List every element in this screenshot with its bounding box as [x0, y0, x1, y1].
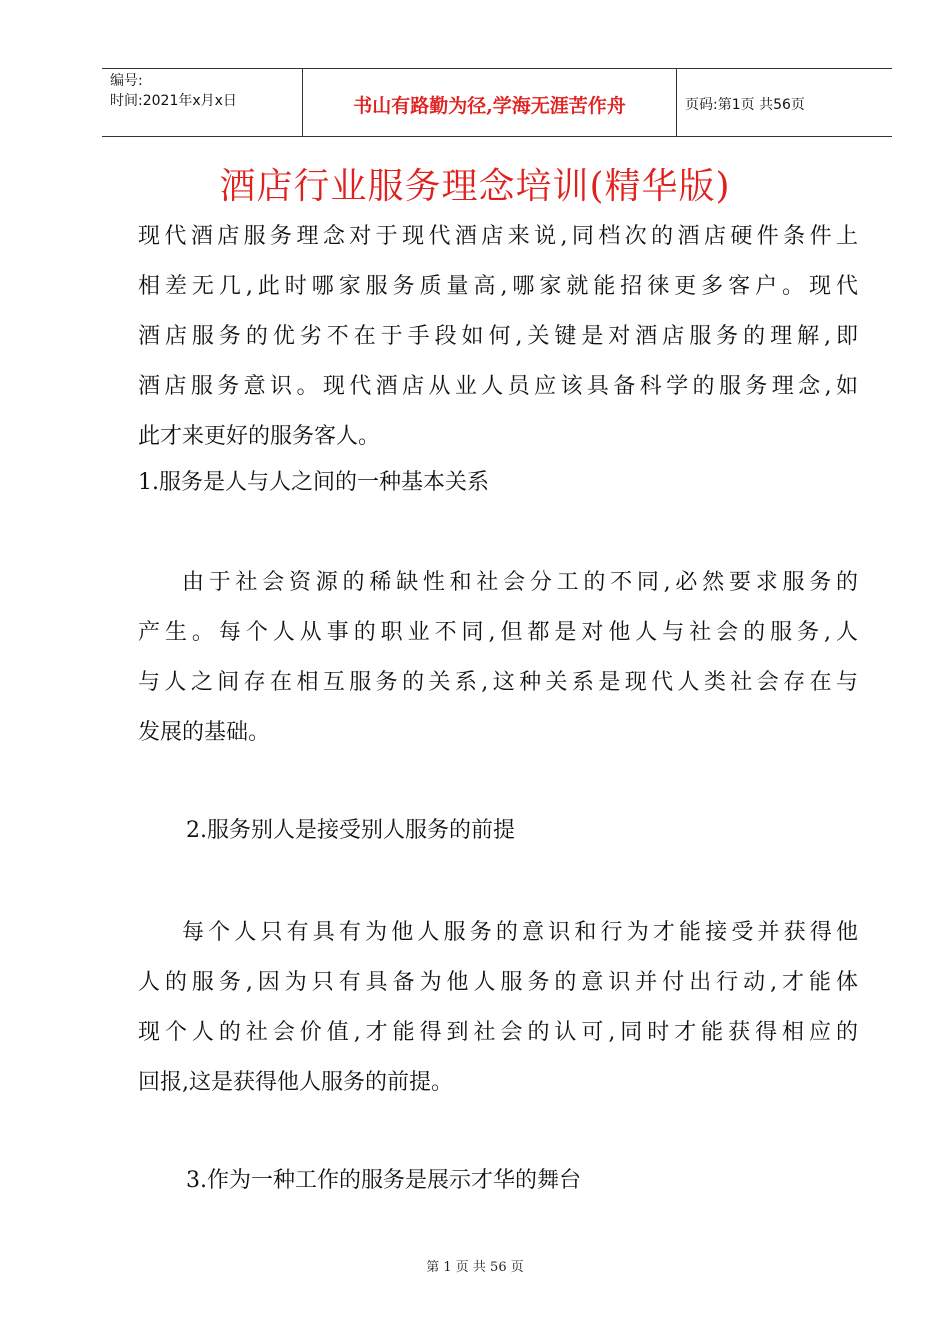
time-label: 时间:2021年x月x日 — [110, 93, 237, 109]
section-paragraph-1 — [138, 558, 858, 758]
paragraph-line: 现个人的社会价值,才能得到社会的认可,同时才能获得相应的 — [138, 1020, 858, 1045]
intro-line: 现代酒店服务理念对于现代酒店来说,同档次的酒店硬件条件上 — [138, 224, 858, 249]
number-label: 编号: — [110, 73, 143, 89]
page-footer: 第 1 页 共 56 页 — [426, 1260, 524, 1275]
paragraph-line: 与人之间存在相互服务的关系,这种关系是现代人类社会存在与 — [138, 670, 858, 695]
paragraph-line: 由于社会资源的稀缺性和社会分工的不同,必然要求服务的 — [182, 570, 858, 595]
intro-line: 相差无几,此时哪家服务质量高,哪家就能招徕更多客户。现代 — [138, 274, 858, 299]
paragraph-line: 人的服务,因为只有具备为他人服务的意识并付出行动,才能体 — [138, 970, 858, 995]
intro-line: 酒店服务意识。现代酒店从业人员应该具备科学的服务理念,如 — [138, 374, 858, 399]
paragraph-line: 回报,这是获得他人服务的前提。 — [138, 1070, 453, 1095]
document-header — [102, 68, 892, 137]
intro-line: 酒店服务的优劣不在于手段如何,关键是对酒店服务的理解,即 — [138, 324, 858, 349]
section-paragraph-2 — [138, 908, 858, 1108]
page-title: 酒店行业服务理念培训(精华版) — [219, 166, 731, 207]
section-heading-1: 1.服务是人与人之间的一种基本关系 — [138, 470, 489, 495]
header-motto: 书山有路勤为径,学海无涯苦作舟 — [303, 69, 677, 136]
paragraph-line: 发展的基础。 — [138, 720, 271, 745]
intro-paragraph — [138, 212, 858, 462]
header-meta — [102, 69, 303, 136]
paragraph-line: 产生。每个人从事的职业不同,但都是对他人与社会的服务,人 — [138, 620, 858, 645]
section-heading-3: 3.作为一种工作的服务是展示才华的舞台 — [186, 1168, 581, 1193]
paragraph-line: 每个人只有具有为他人服务的意识和行为才能接受并获得他 — [182, 920, 858, 945]
intro-last-line: 此才来更好的服务客人。 — [138, 424, 381, 449]
section-heading-2: 2.服务别人是接受别人服务的前提 — [186, 818, 515, 843]
header-page-code: 页码:第1页 共56页 — [685, 96, 805, 113]
